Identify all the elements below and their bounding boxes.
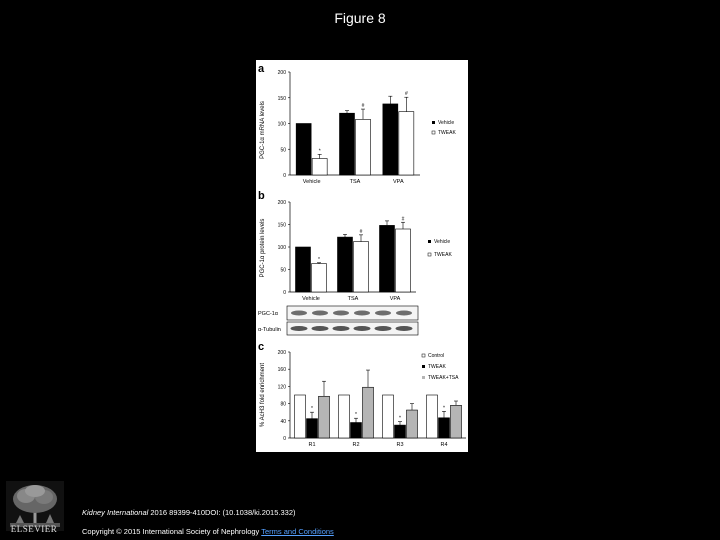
significance-marker: * — [311, 406, 313, 413]
y-tick-label: 0 — [283, 290, 286, 296]
blot-band — [333, 311, 349, 316]
y-tick-label: 50 — [280, 147, 286, 154]
panel-a — [258, 63, 456, 185]
blot-band — [354, 311, 370, 316]
terms-and-conditions-link[interactable]: Terms and Conditions — [261, 527, 334, 536]
y-tick-label: 100 — [277, 245, 286, 251]
legend-swatch-tweak — [432, 131, 435, 134]
copyright — [82, 527, 334, 536]
copyright-text: Copyright © 2015 International Society of Nephrology — [82, 527, 262, 536]
bar — [338, 237, 353, 292]
blot-band — [291, 326, 308, 331]
blot-band — [375, 326, 392, 331]
y-tick-label: 100 — [277, 121, 286, 128]
blot-band — [291, 311, 307, 316]
panel-b-ylabel: PGC-1α protein levels — [260, 218, 266, 278]
figure-svg — [256, 60, 468, 452]
y-tick-label: 40 — [280, 418, 286, 425]
bar — [340, 113, 355, 175]
legend-swatch-tweak-tsa — [422, 376, 425, 379]
bar — [319, 396, 330, 438]
legend-label-control: Control — [428, 353, 445, 359]
y-tick-label: 150 — [277, 95, 286, 102]
panel-c-ylabel-group — [260, 363, 266, 427]
blot-band — [375, 311, 391, 316]
significance-marker: # — [404, 91, 408, 98]
legend-label-tweak: TWEAK — [428, 364, 446, 370]
significance-marker: # — [359, 228, 363, 235]
panel-b — [258, 190, 452, 335]
bar — [439, 418, 450, 438]
y-tick-label: 200 — [277, 200, 286, 206]
legend-swatch-tweak — [422, 365, 425, 368]
x-tick-label: Vehicle — [302, 296, 320, 302]
significance-marker: * — [443, 405, 445, 412]
panel-c-label: c — [258, 341, 265, 353]
bar — [295, 395, 306, 438]
citation-details: 2016 89399-410DOI: (10.1038/ki.2015.332) — [148, 508, 296, 517]
bar — [354, 242, 369, 292]
blot-band — [396, 311, 412, 316]
figure-panel — [256, 60, 468, 452]
bar — [396, 229, 411, 292]
blot-band — [354, 326, 371, 331]
panel-c-legend — [422, 353, 459, 381]
panel-c-ylabel: % AcH3 fold enrichment — [260, 362, 266, 428]
x-tick-label: R1 — [308, 442, 316, 448]
panel-c — [258, 341, 466, 448]
significance-marker: * — [318, 256, 320, 263]
y-tick-label: 50 — [280, 267, 286, 274]
blot-band — [333, 326, 350, 331]
x-tick-label: TSA — [349, 179, 361, 185]
panel-a-legend — [432, 120, 456, 136]
legend-label-tweak: TWEAK — [438, 130, 456, 136]
bar — [380, 225, 395, 292]
bar — [395, 425, 406, 438]
legend-swatch-control — [422, 354, 425, 357]
blot-label-tubulin: α-Tubulin — [258, 327, 281, 333]
significance-marker: * — [318, 148, 321, 155]
legend-swatch-tweak — [428, 253, 431, 256]
panel-a-ylabel: PGC-1α mRNA levels — [260, 101, 266, 159]
blot-band — [396, 326, 413, 331]
significance-marker: * — [355, 412, 357, 419]
y-tick-label: 160 — [277, 367, 286, 374]
legend-swatch-vehicle — [428, 240, 431, 243]
panel-a-label: a — [258, 63, 265, 75]
bar — [407, 410, 418, 438]
significance-marker: # — [401, 216, 405, 223]
bar — [312, 264, 327, 292]
y-tick-label: 200 — [277, 350, 286, 356]
x-tick-label: VPA — [393, 179, 404, 185]
y-tick-label: 0 — [283, 173, 286, 179]
panel-b-label: b — [258, 190, 265, 202]
x-tick-label: R2 — [352, 442, 360, 448]
citation — [82, 508, 296, 517]
panel-a-ylabel-group — [260, 101, 266, 159]
bar — [383, 104, 398, 175]
western-blot — [258, 306, 418, 335]
bar — [307, 419, 318, 438]
blot-band — [312, 311, 328, 316]
bar — [351, 423, 362, 438]
legend-label-tweak: TWEAK — [434, 252, 452, 258]
x-tick-label: TSA — [347, 296, 359, 302]
legend-label-tweak-tsa: TWEAK+TSA — [428, 375, 459, 381]
panel-b-legend — [428, 239, 452, 258]
blot-band — [312, 326, 329, 331]
citation-journal: Kidney International — [82, 508, 149, 517]
bar — [383, 395, 394, 438]
bar — [296, 124, 311, 176]
significance-marker: # — [361, 103, 365, 110]
panel-a-plot — [278, 70, 420, 185]
bar — [427, 395, 438, 438]
slide-title: Figure 8 — [334, 10, 386, 26]
significance-marker: * — [399, 415, 401, 422]
panel-b-ylabel-group — [260, 219, 266, 278]
elsevier-wordmark: ELSEVIER — [10, 524, 58, 534]
blot-label-pgc: PGC-1α — [258, 311, 278, 317]
x-tick-label: Vehicle — [302, 179, 321, 185]
bar — [363, 387, 374, 438]
y-tick-label: 200 — [277, 70, 286, 76]
x-tick-label: R4 — [440, 442, 448, 448]
bar — [312, 159, 327, 175]
bar — [451, 405, 462, 438]
y-tick-label: 0 — [283, 436, 286, 442]
x-tick-label: R3 — [396, 442, 404, 448]
bar — [399, 112, 414, 175]
panel-b-plot — [278, 200, 416, 302]
bar — [296, 247, 311, 292]
legend-swatch-vehicle — [432, 121, 435, 124]
x-tick-label: VPA — [389, 296, 401, 302]
y-tick-label: 120 — [277, 384, 286, 391]
y-tick-label: 150 — [277, 222, 286, 229]
bar — [356, 119, 371, 175]
legend-label-vehicle: Vehicle — [434, 239, 451, 245]
y-tick-label: 80 — [280, 401, 286, 408]
legend-label-vehicle: Vehicle — [438, 120, 455, 126]
bar — [339, 395, 350, 438]
